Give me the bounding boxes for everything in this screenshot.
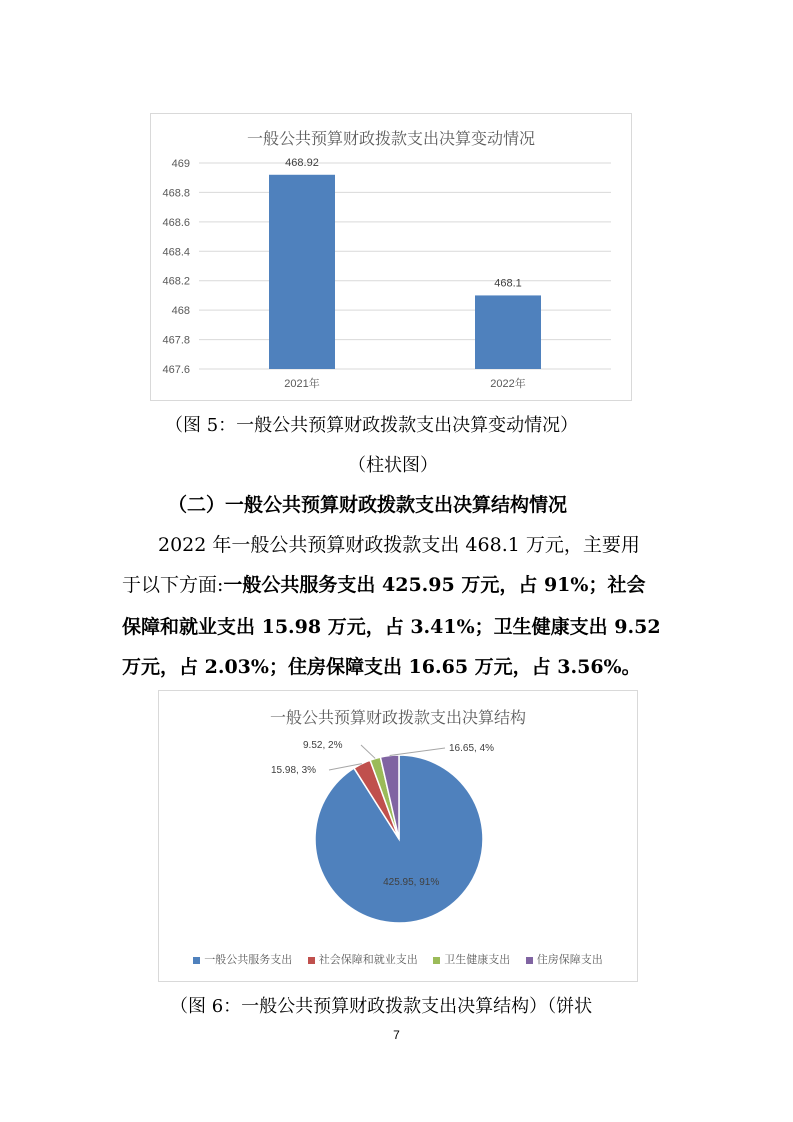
bar-chart [150,113,632,401]
bar-chart-plot [151,114,631,400]
figure5-caption-type: （柱状图） [348,455,438,476]
body-line-2-bold: 一般公共服务支出 425.95 万元，占 91%；社会 [223,574,646,596]
y-tick-label: 468.4 [162,246,190,259]
legend-label: 一般公共服务支出 [204,953,293,966]
legend-label: 社会保障和就业支出 [318,953,418,966]
pie-chart-plot [159,691,637,981]
legend-item-general-public-services [193,951,292,967]
y-tick-label: 468.2 [162,275,190,288]
legend-label: 住房保障支出 [536,953,603,966]
pie-data-label: 16.65, 4% [449,743,495,754]
page-number: 7 [393,1028,400,1042]
y-tick-label: 468 [171,305,190,318]
leader-line [361,745,375,758]
y-tick-label: 469 [171,158,190,170]
pie-data-label: 15.98, 3% [271,765,317,776]
body-line-2 [122,574,645,597]
pie-chart-title: 一般公共预算财政拨款支出决算结构 [269,708,526,727]
pie-data-label: 425.95, 91% [383,876,440,888]
x-tick-label: 2021年 [284,378,320,390]
legend-swatch [433,957,440,964]
legend-swatch [193,957,200,964]
body-line-3: 保障和就业支出 15.98 万元，占 3.41%；卫生健康支出 9.52 [122,616,661,638]
legend-label: 卫生健康支出 [444,953,511,966]
legend-item-social-security [308,951,418,967]
y-tick-label: 467.8 [162,334,190,347]
section-heading: （二）一般公共预算财政拨款支出决算结构情况 [168,494,568,516]
bar-data-label: 468.92 [285,156,319,169]
y-tick-label: 468.6 [162,216,190,229]
figure6-caption: （图 6：一般公共预算财政拨款支出决算结构）（饼状 [170,996,593,1017]
pie-chart [158,690,638,982]
bar [269,175,335,369]
legend-swatch [308,957,315,964]
legend-item-health [433,951,510,967]
pie-data-label: 9.52, 2% [303,740,343,751]
body-line-4: 万元，占 2.03%；住房保障支出 16.65 万元，占 3.56%。 [122,656,641,678]
bar [475,295,541,369]
x-tick-label: 2022年 [490,378,526,390]
legend-item-housing [526,951,603,967]
bar-data-label: 468.1 [494,277,522,290]
body-line-2-plain: 于以下方面: [122,574,224,596]
leader-line [390,748,445,756]
bar-chart-title: 一般公共预算财政拨款支出决算变动情况 [246,129,535,148]
legend-swatch [526,957,533,964]
y-tick-label: 468.8 [162,187,190,200]
pie-legend [159,951,637,967]
y-tick-label: 467.6 [162,364,190,376]
figure5-caption: （图 5：一般公共预算财政拨款支出决算变动情况） [165,415,579,436]
body-line-1: 2022 年一般公共预算财政拨款支出 468.1 万元，主要用 [158,534,640,556]
